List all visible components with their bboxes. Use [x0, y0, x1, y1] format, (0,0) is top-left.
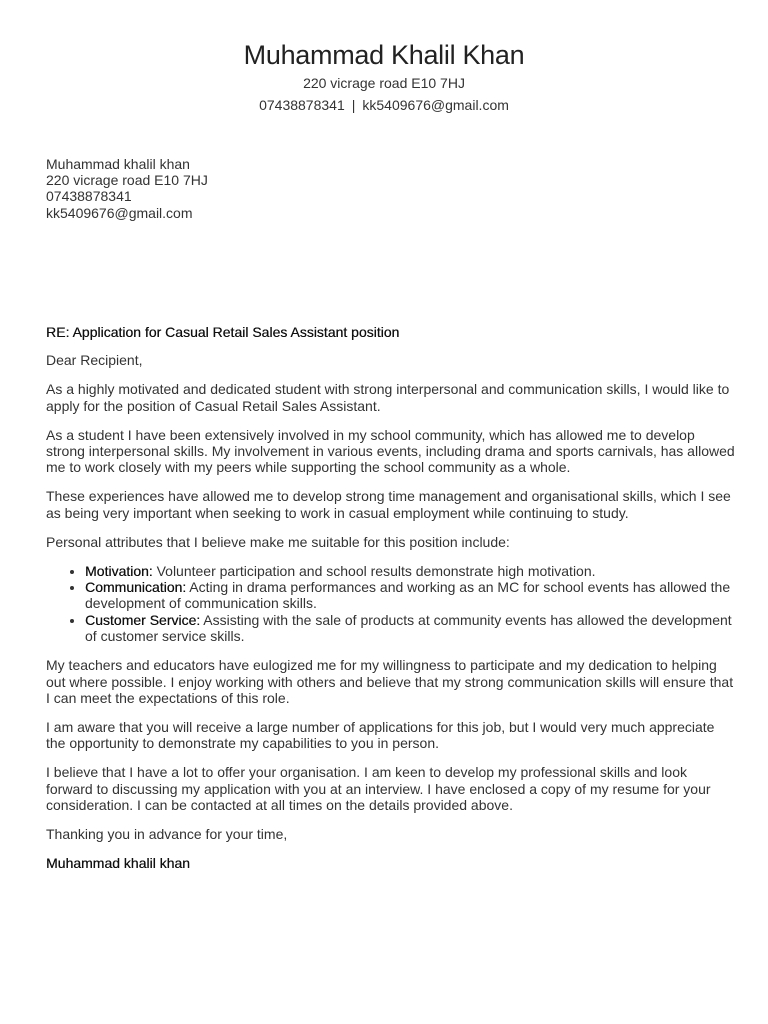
paragraph-experiences: These experiences have allowed me to develop strong time management and organisational skills, which I see as being very important when seeking to work in casual employment while continuing to study. [46, 488, 731, 521]
applicant-name: Muhammad Khalil Khan [243, 40, 525, 70]
attribute-label: Motivation: [85, 562, 153, 579]
contact-separator: | [351, 97, 356, 113]
attributes-list [46, 563, 736, 645]
applicant-phone: 07438878341 [259, 97, 345, 113]
paragraph-thanks: Thanking you in advance for your time, [46, 825, 288, 842]
paragraph-teachers: My teachers and educators have eulogized me for my willingness to participate and my dedication to helping out where possible. I enjoy working with others and believe that my strong communication skills will ensure that I can meet the expectations of this role. [46, 657, 734, 706]
attribute-text: Volunteer participation and school results demonstrate high motivation. [152, 562, 596, 579]
list-item [85, 563, 736, 579]
sender-email: kk5409676@gmail.com [46, 204, 193, 221]
paragraph-offer: I believe that I have a lot to offer your organisation. I am keen to develop my professional skills and look forward to discussing my application with you at an interview. I have enclosed a copy of my resume for your consideration. I can be contacted at all times on the details provided above. [46, 764, 711, 813]
list-item [85, 579, 736, 612]
paragraph-applications: I am aware that you will receive a large number of applications for this job, but I would very much appreciate the opportunity to demonstrate my capabilities to you in person. [46, 718, 715, 752]
attribute-text: Acting in drama performances and working as an MC for school events has allowed the development of communication skills. [85, 578, 731, 612]
applicant-address: 220 vicrage road E10 7HJ [303, 75, 465, 91]
sender-block [46, 156, 208, 221]
letter-subject: RE: Application for Casual Retail Sales Assistant position [46, 324, 400, 340]
applicant-contact [0, 95, 768, 115]
sender-address: 220 vicrage road E10 7HJ [46, 172, 208, 189]
letter-salutation: Dear Recipient, [46, 352, 143, 369]
sender-phone: 07438878341 [46, 188, 132, 205]
paragraph-involvement: As a student I have been extensively involved in my school community, which has allowed me to develop strong interpersonal skills. My involvement in various events, including drama and sports carnivals, has allowed me to work closely with my peers while supporting the school community as a whole. [46, 426, 735, 476]
signature: Muhammad khalil khan [46, 854, 190, 871]
list-item [85, 612, 736, 645]
letter-body [46, 324, 736, 871]
paragraph-attributes-intro: Personal attributes that I believe make me suitable for this position include: [46, 533, 510, 550]
letter-header [0, 38, 768, 115]
sender-name: Muhammad khalil khan [46, 156, 190, 172]
paragraph-intro: As a highly motivated and dedicated student with strong interpersonal and communication skills, I would like to apply for the position of Casual Retail Sales Assistant. [46, 381, 730, 414]
applicant-email: kk5409676@gmail.com [362, 97, 509, 113]
attribute-text: Assisting with the sale of products at community events has allowed the development of customer service skills. [85, 611, 732, 645]
attribute-label: Customer Service: [85, 611, 201, 628]
attribute-label: Communication: [85, 578, 187, 595]
